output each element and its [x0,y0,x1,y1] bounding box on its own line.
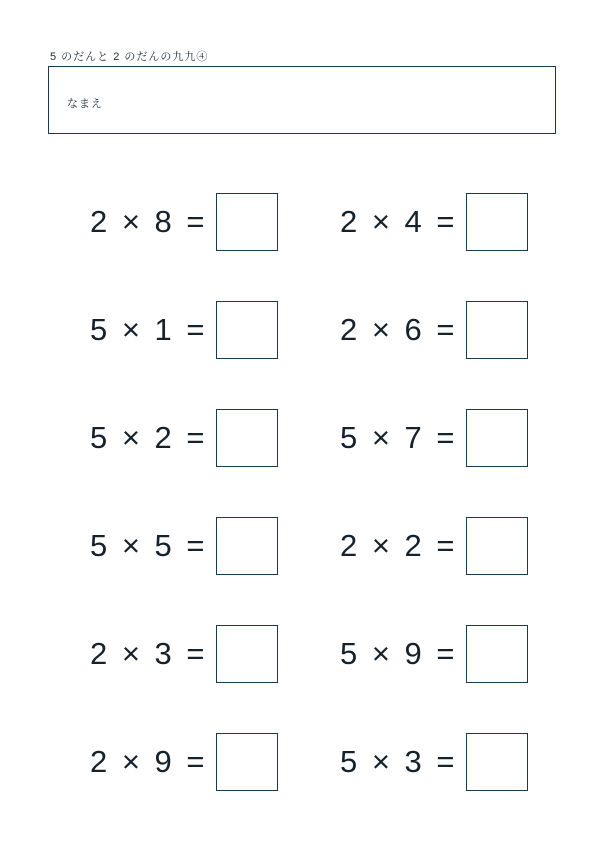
answer-box[interactable] [466,517,528,575]
page-title: 5 のだんと 2 のだんの九九④ [50,51,209,63]
problem-item [306,301,556,359]
name-field[interactable] [48,66,556,134]
problem-expression: 5 × 2 = [89,420,208,455]
problem-row [0,276,611,384]
answer-box[interactable] [466,301,528,359]
answer-box[interactable] [466,733,528,791]
problem-item [56,625,306,683]
problem-item [56,409,306,467]
problem-expression: 5 × 5 = [89,528,208,563]
problem-item [306,517,556,575]
problem-expression: 2 × 9 = [89,744,208,779]
problem-expression: 2 × 4 = [339,204,458,239]
problem-expression: 2 × 6 = [339,312,458,347]
problem-item [306,625,556,683]
problem-expression: 5 × 9 = [339,636,458,671]
problem-item [56,193,306,251]
answer-box[interactable] [216,733,278,791]
problem-expression: 2 × 3 = [89,636,208,671]
problem-item [56,733,306,791]
problem-expression: 2 × 2 = [339,528,458,563]
answer-box[interactable] [466,625,528,683]
problem-row [0,492,611,600]
problem-expression: 5 × 3 = [339,744,458,779]
answer-box[interactable] [216,409,278,467]
problem-expression: 2 × 8 = [89,204,208,239]
problem-expression: 5 × 7 = [339,420,458,455]
problem-item [306,733,556,791]
problem-item [306,409,556,467]
problem-row [0,168,611,276]
answer-box[interactable] [216,301,278,359]
answer-box[interactable] [216,517,278,575]
answer-box[interactable] [466,409,528,467]
problem-item [56,301,306,359]
name-field-label: なまえ [67,98,103,110]
problem-row [0,600,611,708]
problem-item [306,193,556,251]
problem-expression: 5 × 1 = [89,312,208,347]
problem-list [0,168,611,816]
answer-box[interactable] [216,193,278,251]
answer-box[interactable] [466,193,528,251]
answer-box[interactable] [216,625,278,683]
problem-row [0,708,611,816]
problem-row [0,384,611,492]
problem-item [56,517,306,575]
